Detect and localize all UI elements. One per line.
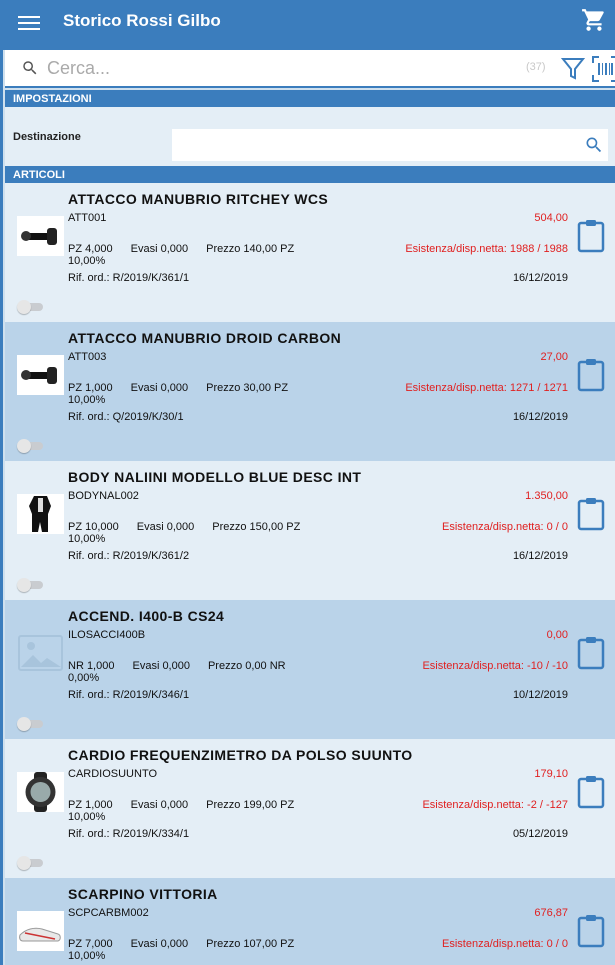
item-code: CARDIOSUUNTO <box>68 768 158 780</box>
list-item[interactable] <box>5 878 615 965</box>
item-price: 676,87 <box>534 907 568 919</box>
item-name: BODY NALIINI MODELLO BLUE DESC INT <box>68 469 362 485</box>
item-evasi: Evasi 0,000 <box>130 938 189 950</box>
item-details <box>68 243 312 255</box>
search-input[interactable] <box>47 54 507 82</box>
item-order-ref: Rif. ord.: R/2019/K/346/1 <box>68 689 190 701</box>
item-price: 0,00 <box>546 629 568 641</box>
list-item[interactable] <box>5 600 615 739</box>
item-thumbnail <box>17 633 64 673</box>
list-item[interactable] <box>5 183 615 322</box>
result-count: (37) <box>526 61 546 73</box>
item-unit-price: Prezzo 199,00 PZ <box>206 799 295 811</box>
item-stock: Esistenza/disp.netta: 1988 / 1988 <box>405 243 568 255</box>
item-qty: NR 1,000 <box>68 660 115 672</box>
clipboard-icon[interactable] <box>577 358 605 392</box>
stem-thumbnail-icon <box>17 216 64 256</box>
item-name: ATTACCO MANUBRIO RITCHEY WCS <box>68 191 329 207</box>
item-toggle[interactable] <box>17 718 43 730</box>
item-thumbnail <box>17 911 64 951</box>
cart-icon[interactable] <box>581 7 607 33</box>
item-date: 16/12/2019 <box>512 272 568 284</box>
section-articoli: ARTICOLI <box>5 166 615 183</box>
item-toggle[interactable] <box>17 857 43 869</box>
item-evasi: Evasi 0,000 <box>132 660 190 672</box>
destinazione-search-icon[interactable] <box>584 135 604 155</box>
article-list <box>5 183 615 965</box>
item-order-ref: Rif. ord.: R/2019/K/334/1 <box>68 828 190 840</box>
item-discount: 10,00% <box>68 394 106 406</box>
item-price: 179,10 <box>534 768 568 780</box>
item-price: 1.350,00 <box>525 490 568 502</box>
destinazione-field[interactable] <box>172 129 608 161</box>
destinazione-label: Destinazione <box>13 131 81 143</box>
item-unit-price: Prezzo 140,00 PZ <box>206 243 295 255</box>
destinazione-row <box>5 107 615 166</box>
item-unit-price: Prezzo 107,00 PZ <box>206 938 295 950</box>
window-edge <box>0 0 3 965</box>
item-qty: PZ 4,000 <box>68 243 113 255</box>
item-discount: 10,00% <box>68 950 106 962</box>
item-date: 16/12/2019 <box>512 550 568 562</box>
item-name: ATTACCO MANUBRIO DROID CARBON <box>68 330 342 346</box>
bodysuit-thumbnail-icon <box>17 494 64 534</box>
clipboard-icon[interactable] <box>577 219 605 253</box>
clipboard-icon[interactable] <box>577 636 605 670</box>
item-unit-price: Prezzo 30,00 PZ <box>206 382 289 394</box>
item-unit-price: Prezzo 150,00 PZ <box>212 521 301 533</box>
section-impostazioni: IMPOSTAZIONI <box>5 90 615 107</box>
item-code: ILOSACCI400B <box>68 629 146 641</box>
item-order-ref: Rif. ord.: R/2019/K/361/1 <box>68 272 190 284</box>
clipboard-icon[interactable] <box>577 497 605 531</box>
search-icon <box>21 59 39 77</box>
stem-thumbnail-icon <box>17 355 64 395</box>
item-thumbnail <box>17 772 64 812</box>
page-title: Storico Rossi Gilbo <box>63 11 221 30</box>
item-details <box>68 660 304 672</box>
item-discount: 0,00% <box>68 672 100 684</box>
item-thumbnail <box>17 355 64 395</box>
item-date: 10/12/2019 <box>512 689 568 701</box>
item-code: SCPCARBM002 <box>68 907 149 919</box>
item-evasi: Evasi 0,000 <box>130 799 189 811</box>
item-details <box>68 382 306 394</box>
item-thumbnail <box>17 216 64 256</box>
item-unit-price: Prezzo 0,00 NR <box>207 660 286 672</box>
clipboard-icon[interactable] <box>577 775 605 809</box>
item-details <box>68 938 312 950</box>
item-code: BODYNAL002 <box>68 490 139 502</box>
item-stock: Esistenza/disp.netta: 0 / 0 <box>442 521 568 533</box>
item-date: 16/12/2019 <box>512 411 568 423</box>
item-code: ATT003 <box>68 351 107 363</box>
list-item[interactable] <box>5 461 615 600</box>
item-discount: 10,00% <box>68 533 106 545</box>
search-bar <box>5 50 615 88</box>
image-placeholder-icon <box>17 633 64 673</box>
barcode-scan-icon[interactable] <box>592 56 615 82</box>
clipboard-icon[interactable] <box>577 914 605 948</box>
item-toggle[interactable] <box>17 301 43 313</box>
item-discount: 10,00% <box>68 255 106 267</box>
item-date: 05/12/2019 <box>512 828 568 840</box>
list-item[interactable] <box>5 322 615 461</box>
item-toggle[interactable] <box>17 579 43 591</box>
item-evasi: Evasi 0,000 <box>130 382 189 394</box>
item-name: ACCEND. I400-B CS24 <box>68 608 225 624</box>
item-stock: Esistenza/disp.netta: 1271 / 1271 <box>405 382 568 394</box>
app-bar <box>0 0 615 50</box>
item-order-ref: Rif. ord.: R/2019/K/361/2 <box>68 550 190 562</box>
list-item[interactable] <box>5 739 615 878</box>
item-toggle[interactable] <box>17 440 43 452</box>
item-code: ATT001 <box>68 212 107 224</box>
item-stock: Esistenza/disp.netta: 0 / 0 <box>442 938 568 950</box>
item-name: SCARPINO VITTORIA <box>68 886 218 902</box>
item-name: CARDIO FREQUENZIMETRO DA POLSO SUUNTO <box>68 747 413 763</box>
item-details <box>68 521 318 533</box>
item-discount: 10,00% <box>68 811 106 823</box>
item-order-ref: Rif. ord.: Q/2019/K/30/1 <box>68 411 184 423</box>
item-stock: Esistenza/disp.netta: -10 / -10 <box>422 660 568 672</box>
item-thumbnail <box>17 494 64 534</box>
item-details <box>68 799 312 811</box>
item-price: 27,00 <box>540 351 568 363</box>
item-price: 504,00 <box>534 212 568 224</box>
menu-icon[interactable] <box>18 12 40 34</box>
item-qty: PZ 10,000 <box>68 521 119 533</box>
item-qty: PZ 1,000 <box>68 799 113 811</box>
item-evasi: Evasi 0,000 <box>136 521 195 533</box>
item-qty: PZ 1,000 <box>68 382 113 394</box>
item-evasi: Evasi 0,000 <box>130 243 189 255</box>
item-qty: PZ 7,000 <box>68 938 113 950</box>
watch-thumbnail-icon <box>17 772 64 812</box>
filter-icon[interactable] <box>561 56 585 82</box>
shoe-thumbnail-icon <box>17 911 64 951</box>
item-stock: Esistenza/disp.netta: -2 / -127 <box>422 799 568 811</box>
